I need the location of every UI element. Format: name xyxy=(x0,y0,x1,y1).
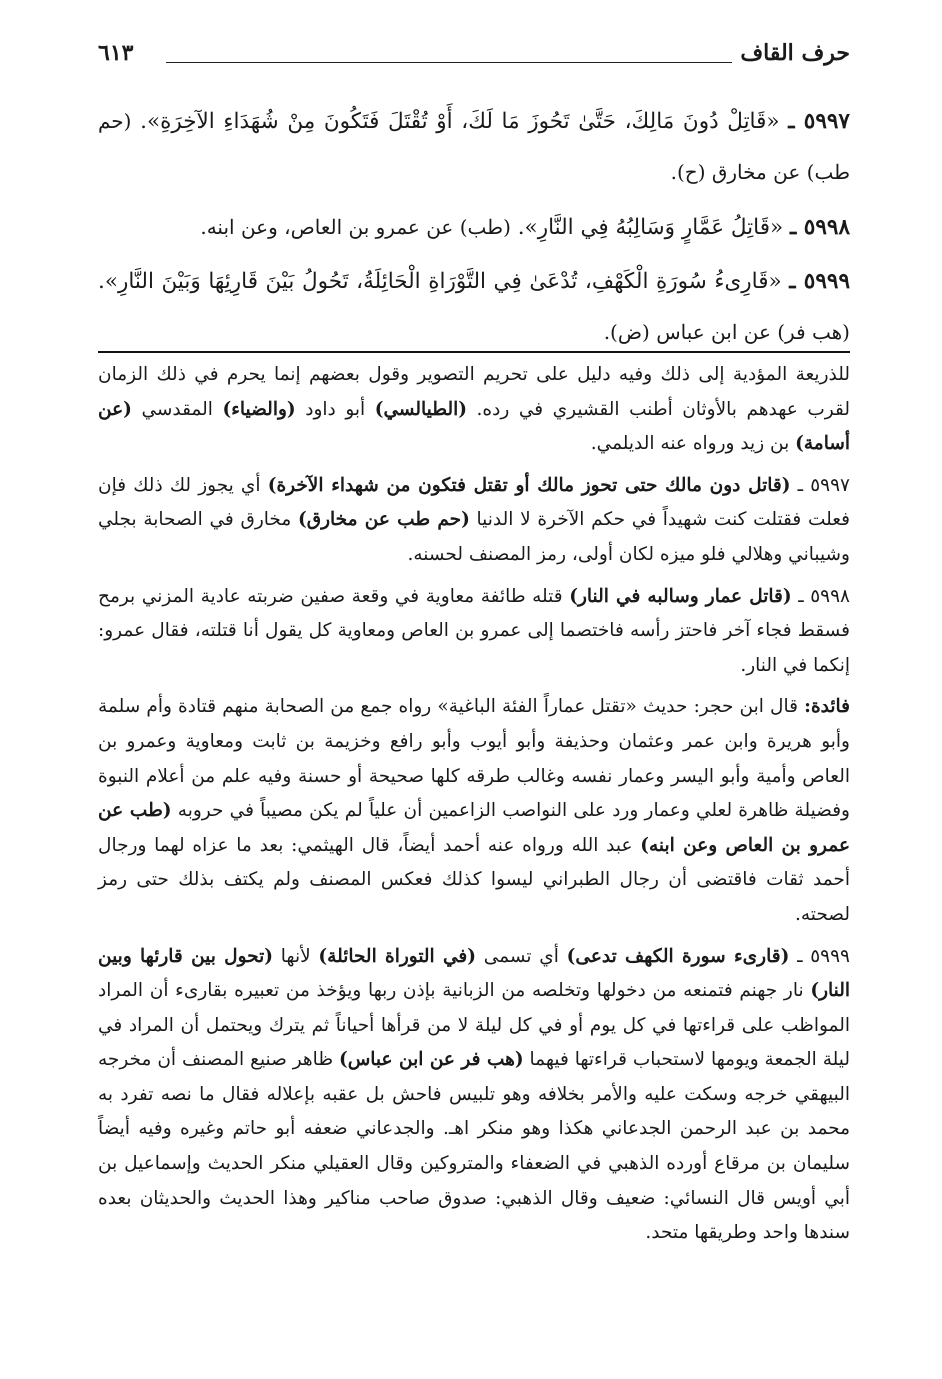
hadith-text-block xyxy=(98,96,850,362)
commentary-bold: (حم طب عن مخارق) xyxy=(297,509,470,531)
commentary-bold: (قارىء سورة الكهف تدعى) xyxy=(566,945,790,967)
footnote-divider xyxy=(98,351,850,353)
hadith-text: «قَارِىءُ سُورَةِ الْكَهْفِ، تُدْعَىٰ فِي التَّوْرَاةِ الْحَائِلَةُ، تَحُولُ بَيْنَ قَارِئِهَا وَبَيْنَ النَّارِ». xyxy=(98,269,782,294)
commentary-bold: (والضياء) xyxy=(222,398,296,420)
hadith-5997 xyxy=(98,96,850,198)
commentary-bold: (قاتل دون مالك حتى تحوز مالك أو تقتل فتكون من شهداء الآخرة) xyxy=(267,474,791,496)
commentary-number: ٥٩٩٧ ـ xyxy=(797,474,850,496)
commentary-text: قال ابن حجر: حديث «تقتل عماراً الفئة الباغية» رواه جمع من الصحابة منهم قتادة وأم سلمة وأبو هريرة وابن عمر وعثمان وحذيفة وأبو أيوب وأبو رافع وخزيمة بن ثابت ومعاوية وعمرو بن العاص وأمية وأبو اليسر وعمار نفسه وغالب طرقه كلها صحيحة أو حسنة وفيه علم من أعلام النبوة وفضيلة ظاهرة لعلي وعمار ورد على النواصب الزاعمين أن علياً لم يكن مصيباً في حروبه xyxy=(98,696,850,822)
commentary-text: لأنها xyxy=(280,945,311,967)
commentary-bold: (تحول بين قارئها وبين النار) xyxy=(98,945,850,1002)
commentary-5999 xyxy=(98,940,850,1251)
hadith-5998 xyxy=(98,202,850,253)
commentary-text: للذريعة المؤدية إلى ذلك وفيه دليل على تحريم التصوير وقول بعضهم إنما يحرم في ذلك الزمان لقرب عهدهم بالأوثان أطنب القشيري في رده. xyxy=(98,364,850,420)
hadith-5999 xyxy=(98,257,850,358)
commentary-5998 xyxy=(98,580,850,684)
commentary-text: بن زيد ورواه عنه الديلمي. xyxy=(590,433,790,455)
faida-label: فائدة: xyxy=(804,696,851,718)
commentary-bold: (الطيالسي) xyxy=(374,398,467,420)
hadith-number: ٥٩٩٧ ـ xyxy=(788,109,850,134)
hadith-source: (حم طب) عن مخارق (ح). xyxy=(98,109,850,184)
commentary-faida xyxy=(98,690,850,932)
commentary-text: أبو داود xyxy=(305,398,366,420)
commentary-text: مخارق في الصحابة بجلي وشيباني وهلالي فلو ميزه لكان أولى، رمز المصنف لحسنه. xyxy=(98,509,850,565)
commentary-text: نار جهنم فتمنعه من دخولها وتخلصه من الزبانية بإذن ربها ويؤخذ من تعبيره بقارىء أن المراد المواظب على قراءتها في كل يوم أو في كل ليلة لا من قرأها أحياناً ثم يترك ويحتمل أن المراد في ليلة الجمعة ويومها لاستحباب قراءتها فيهما xyxy=(98,980,850,1071)
commentary-number: ٥٩٩٨ ـ xyxy=(798,585,850,607)
commentary-number: ٥٩٩٩ ـ xyxy=(797,945,850,967)
commentary-text: المقدسي xyxy=(141,398,213,420)
hadith-text: «قَاتِلُ عَمَّارٍ وَسَالِبُهُ فِي النَّارِ». xyxy=(517,215,784,240)
hadith-source: (هب فر) عن ابن عباس (ض). xyxy=(603,320,850,344)
commentary-bold: (قاتل عمار وسالبه في النار) xyxy=(569,585,792,607)
commentary-bold: (هب فر عن ابن عباس) xyxy=(338,1049,524,1071)
hadith-text: «قَاتِلْ دُونَ مَالِكَ، حَتَّىٰ تَحُوزَ مَا لَكَ، أَوْ تُقْتَلَ فَتَكُونَ مِنْ شُهَدَاءِ الآخِرَةِ». xyxy=(140,109,780,134)
hadith-source: (طب) عن عمرو بن العاص، وعن ابنه. xyxy=(200,215,511,239)
commentary-bold: (عن أسامة) xyxy=(98,398,850,455)
commentary-block xyxy=(98,358,850,1258)
commentary-5997 xyxy=(98,469,850,573)
section-title: حرف القاف xyxy=(740,40,850,66)
page-number: ٦١٣ xyxy=(98,40,134,66)
commentary-bold: (طب عن عمرو بن العاص وعن ابنه) xyxy=(98,800,850,856)
commentary-text: قتله طائفة معاوية في وقعة صفين ضربته عادية المزني برمح فسقط فجاء آخر فاحتز رأسه فاختصما إلى عمرو بن العاص ومعاوية كل يقول أنا قتلته، فقال عمرو: إنكما في النار. xyxy=(98,585,850,676)
commentary-continuation xyxy=(98,358,850,462)
header-rule xyxy=(166,62,732,63)
commentary-text: أي يجوز لك ذلك فإن فعلت فقتلت كنت شهيداً في حكم الآخرة لا الدنيا xyxy=(98,474,851,531)
hadith-number: ٥٩٩٨ ـ xyxy=(790,215,850,240)
commentary-bold: (في التوراة الحائلة) xyxy=(318,945,477,967)
page-header xyxy=(98,38,850,78)
commentary-text: ظاهر صنيع المصنف أن مخرجه البيهقي خرجه وسكت عليه والأمر بخلافه وهو تلبيس فاحش بل عقبه بإعلاله فقال ما نصه تفرد به محمد بن عبد الرحمن الجدعاني هكذا وهو منكر اهـ. والجدعاني ضعفه أبو حاتم وغيره وفيه أيضاً سليمان بن مرقاع أورده الذهبي في الضعفاء والمتروكين وقال العقيلي منكر الحديث وإسماعيل بن أبي أويس قال النسائي: ضعيف وقال الذهبي: صدوق صاحب مناكير وهذا الحديث والحديثان بعده سندها واحد وطريقها متحد. xyxy=(98,1049,850,1244)
hadith-number: ٥٩٩٩ ـ xyxy=(789,269,850,294)
commentary-text: عبد الله ورواه عنه أحمد أيضاً، قال الهيثمي: بعد ما عزاه لهما ورجال أحمد ثقات فاقتضى أن رجال الطبراني ليسوا كذلك فعكس المصنف ولم يكتف بذلك حتى رمز لصحته. xyxy=(98,834,850,925)
commentary-text: أي تسمى xyxy=(483,945,559,967)
